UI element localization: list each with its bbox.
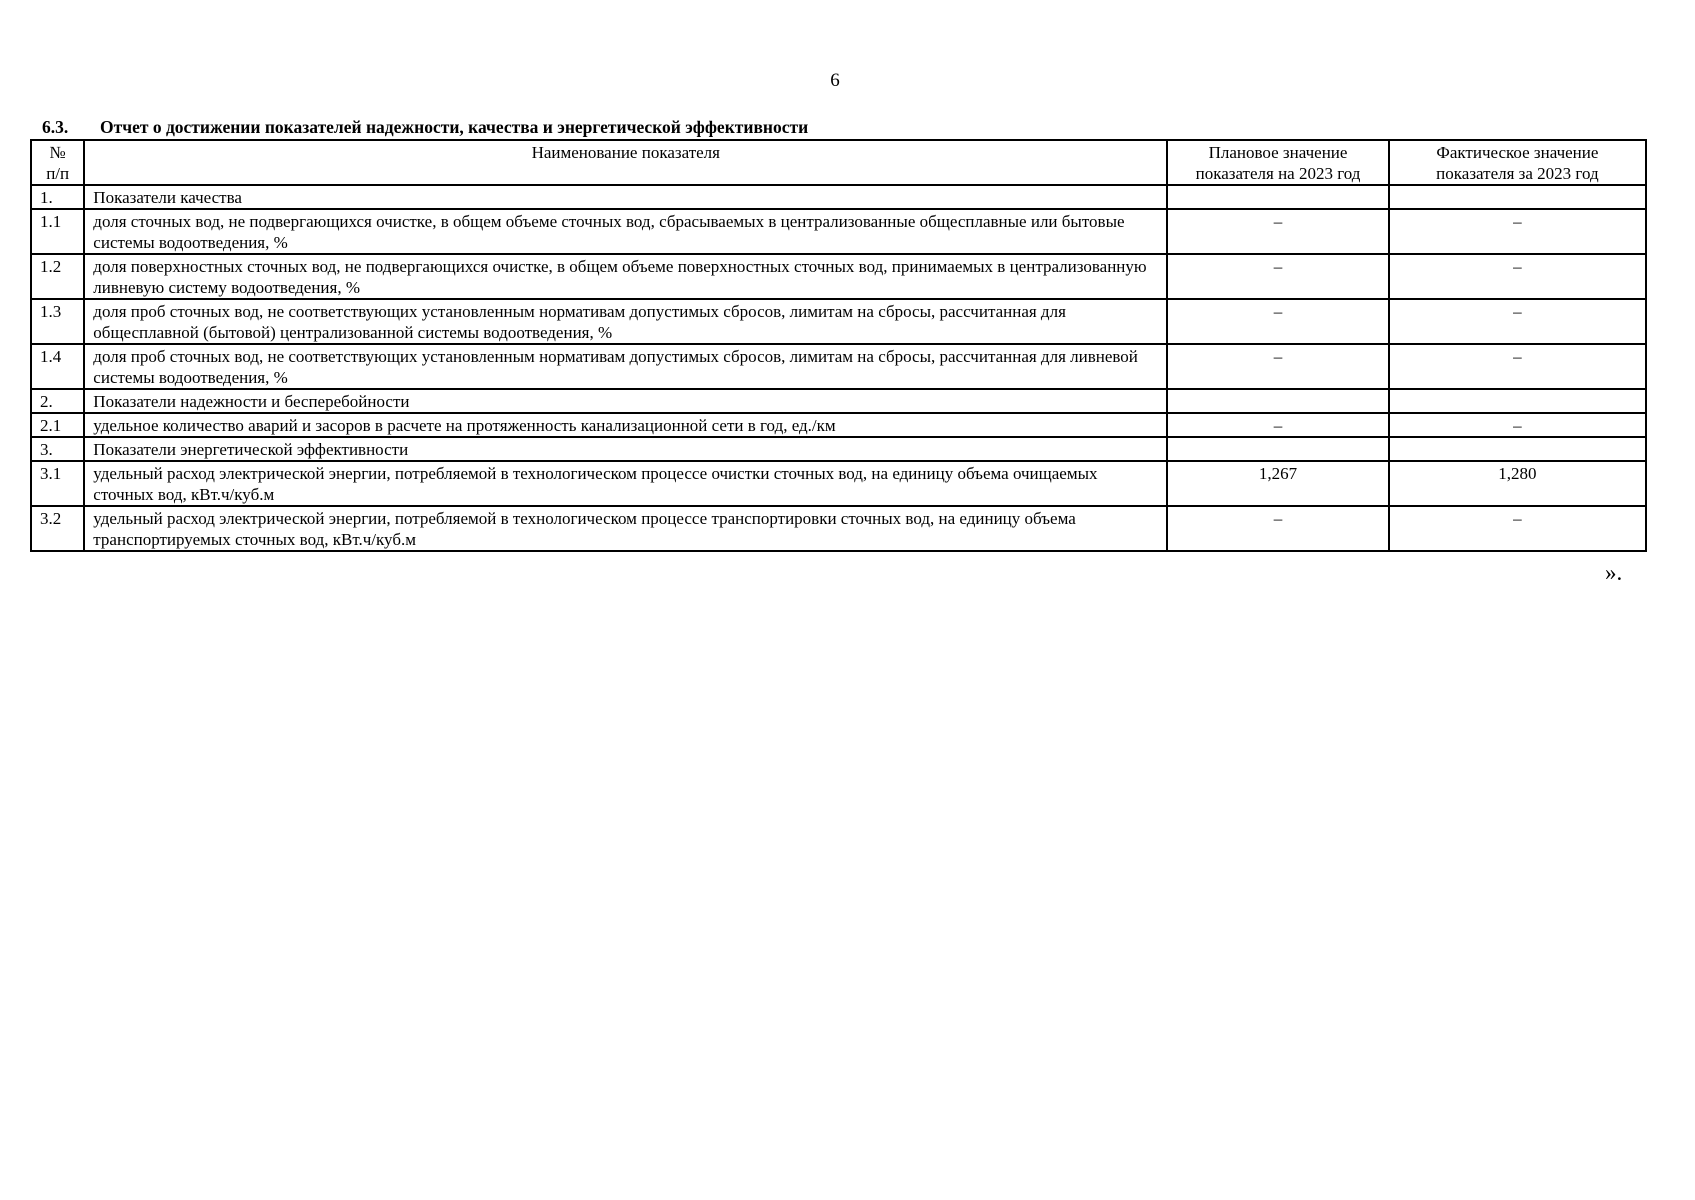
row-name: удельное количество аварий и засоров в расчете на протяженность канализационной сети в год, ед./км	[84, 413, 1167, 437]
row-fact	[1389, 389, 1646, 413]
row-plan	[1167, 437, 1389, 461]
row-fact: 1,280	[1389, 461, 1646, 506]
header-plan	[1167, 140, 1389, 185]
header-num-line2: п/п	[46, 164, 70, 183]
row-name: доля поверхностных сточных вод, не подвергающихся очистке, в общем объеме поверхностных сточных вод, принимаемых в централизованную ливневую систему водоотведения, %	[84, 254, 1167, 299]
section-title: Отчет о достижении показателей надежности, качества и энергетической эффективности	[100, 117, 809, 137]
row-num: 2.1	[31, 413, 84, 437]
section-number: 6.3.	[42, 117, 69, 137]
row-name: Показатели энергетической эффективности	[84, 437, 1167, 461]
table-row	[31, 461, 1646, 506]
row-num: 1.	[31, 185, 84, 209]
header-plan-line1: Плановое значение	[1208, 143, 1348, 162]
table-row	[31, 185, 1646, 209]
table-row	[31, 437, 1646, 461]
row-num: 1.1	[31, 209, 84, 254]
row-num: 3.2	[31, 506, 84, 551]
header-fact-line1: Фактическое значение	[1436, 143, 1599, 162]
row-name: удельный расход электрической энергии, потребляемой в технологическом процессе транспортировки сточных вод, на единицу объема транспортируемых сточных вод, кВт.ч/куб.м	[84, 506, 1167, 551]
header-fact-line2: показателя за 2023 год	[1436, 164, 1599, 183]
row-plan: 1,267	[1167, 461, 1389, 506]
row-plan: –	[1167, 413, 1389, 437]
table-row	[31, 344, 1646, 389]
row-name: доля проб сточных вод, не соответствующих установленным нормативам допустимых сбросов, лимитам на сбросы, рассчитанная для ливневой системы водоотведения, %	[84, 344, 1167, 389]
row-plan: –	[1167, 209, 1389, 254]
row-fact: –	[1389, 344, 1646, 389]
row-num: 2.	[31, 389, 84, 413]
row-num: 3.1	[31, 461, 84, 506]
row-num: 3.	[31, 437, 84, 461]
row-fact: –	[1389, 209, 1646, 254]
header-fact	[1389, 140, 1646, 185]
table-row	[31, 299, 1646, 344]
table-row	[31, 254, 1646, 299]
row-plan: –	[1167, 299, 1389, 344]
section-heading	[42, 117, 808, 138]
header-plan-line2: показателя на 2023 год	[1195, 164, 1361, 183]
row-name: Показатели надежности и бесперебойности	[84, 389, 1167, 413]
row-name: доля проб сточных вод, не соответствующих установленным нормативам допустимых сбросов, лимитам на сбросы, рассчитанная для общесплавной (бытовой) централизованной системы водоотведения, %	[84, 299, 1167, 344]
row-num: 1.4	[31, 344, 84, 389]
indicators-table	[30, 139, 1647, 552]
row-name: удельный расход электрической энергии, потребляемой в технологическом процессе очистки сточных вод, на единицу объема очищаемых сточных вод, кВт.ч/куб.м	[84, 461, 1167, 506]
row-fact	[1389, 437, 1646, 461]
row-name: доля сточных вод, не подвергающихся очистке, в общем объеме сточных вод, сбрасываемых в централизованные общесплавные или бытовые системы водоотведения, %	[84, 209, 1167, 254]
table-row	[31, 389, 1646, 413]
row-num: 1.3	[31, 299, 84, 344]
row-plan: –	[1167, 344, 1389, 389]
table-header-row	[31, 140, 1646, 185]
row-plan: –	[1167, 506, 1389, 551]
row-num: 1.2	[31, 254, 84, 299]
table-row	[31, 209, 1646, 254]
header-name: Наименование показателя	[84, 140, 1167, 185]
row-fact	[1389, 185, 1646, 209]
row-fact: –	[1389, 299, 1646, 344]
header-num	[31, 140, 84, 185]
row-plan	[1167, 185, 1389, 209]
table-row	[31, 413, 1646, 437]
closing-quote-mark: ».	[1605, 560, 1623, 585]
row-fact: –	[1389, 413, 1646, 437]
page-number: 6	[830, 70, 840, 91]
table-row	[31, 506, 1646, 551]
row-name: Показатели качества	[84, 185, 1167, 209]
row-plan	[1167, 389, 1389, 413]
row-plan: –	[1167, 254, 1389, 299]
row-fact: –	[1389, 506, 1646, 551]
header-num-line1: №	[49, 143, 66, 162]
row-fact: –	[1389, 254, 1646, 299]
